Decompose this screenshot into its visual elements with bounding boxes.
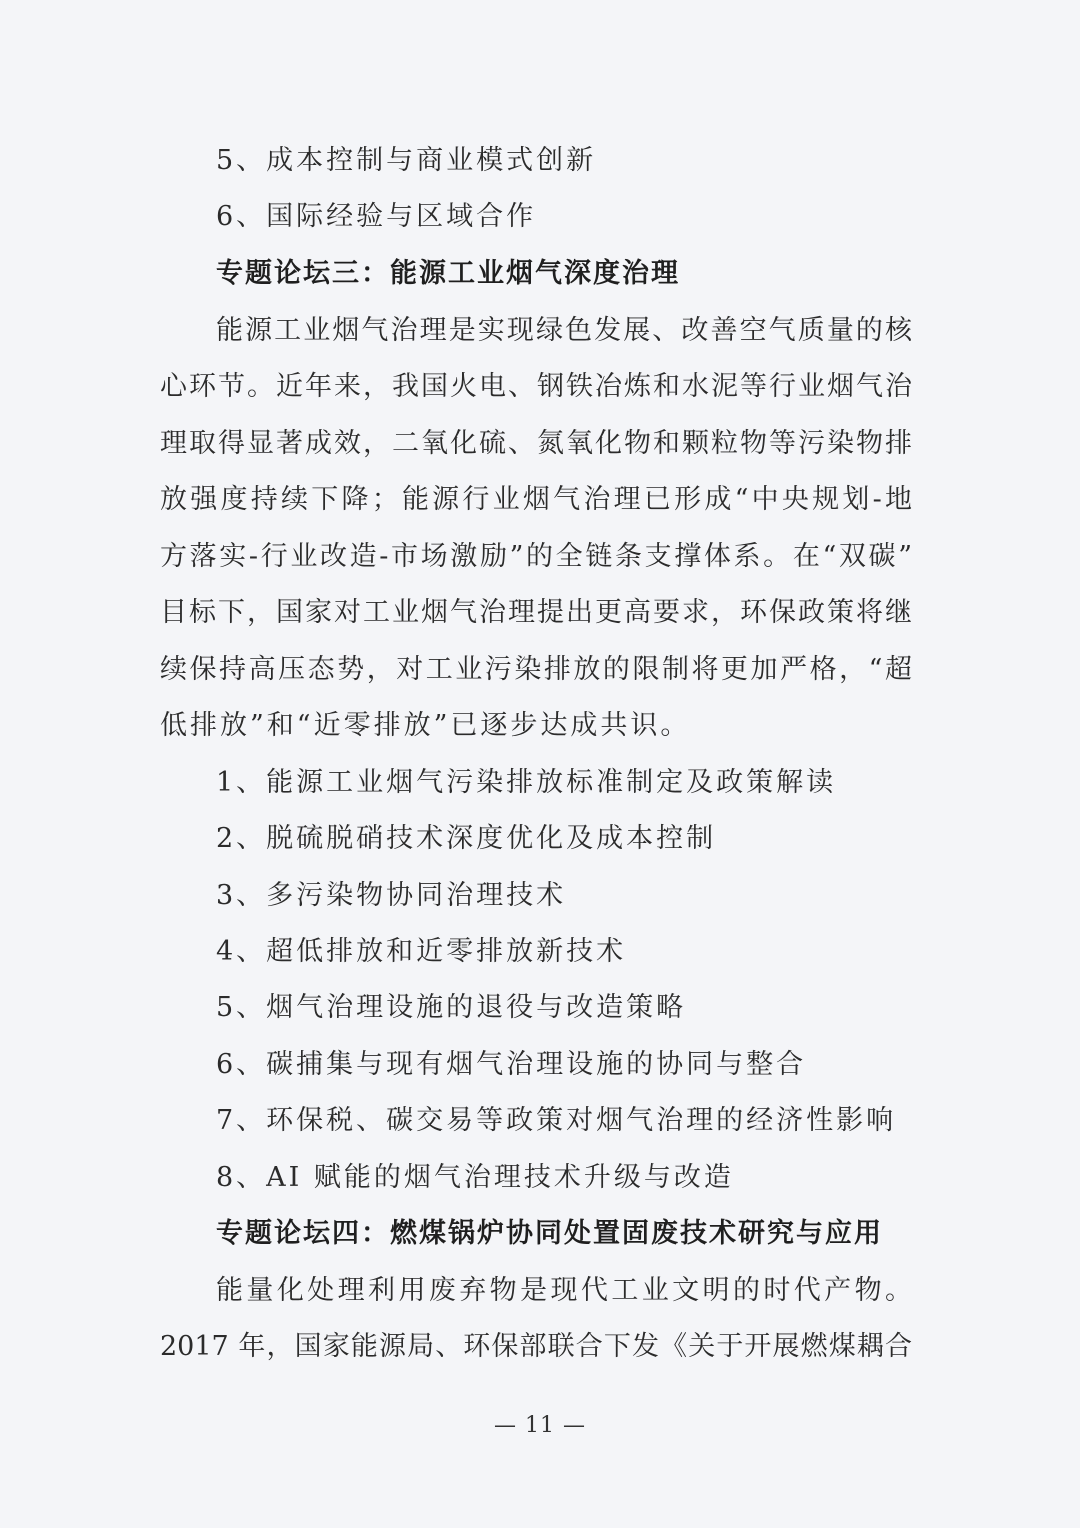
section-heading: 专题论坛三：能源工业烟气深度治理 [216,258,680,289]
paragraph-line: 目标下，国家对工业烟气治理提出更高要求，环保政策将继 [160,597,912,628]
page-number: — 11 — [494,1413,586,1438]
list-item: 1、能源工业烟气污染排放标准制定及政策解读 [216,767,837,798]
list-item: 5、成本控制与商业模式创新 [216,145,597,176]
list-item: 6、碳捕集与现有烟气治理设施的协同与整合 [216,1049,807,1080]
list-item: 5、烟气治理设施的退役与改造策略 [216,992,687,1023]
section-heading: 专题论坛四：燃煤锅炉协同处置固废技术研究与应用 [216,1218,883,1249]
paragraph-line: 能量化处理利用废弃物是现代工业文明的时代产物。 [216,1275,912,1306]
list-item: 2、脱硫脱硝技术深度优化及成本控制 [216,823,717,854]
paragraph-line: 续保持高压态势，对工业污染排放的限制将更加严格，“超 [160,654,912,685]
list-item: 3、多污染物协同治理技术 [216,880,567,911]
list-item: 8、AI 赋能的烟气治理技术升级与改造 [216,1162,734,1193]
list-item: 7、环保税、碳交易等政策对烟气治理的经济性影响 [216,1105,897,1136]
list-item: 6、国际经验与区域合作 [216,201,537,232]
paragraph-line: 心环节。近年来，我国火电、钢铁冶炼和水泥等行业烟气治 [160,371,912,402]
paragraph-line: 能源工业烟气治理是实现绿色发展、改善空气质量的核 [216,315,912,346]
paragraph-line: 方落实-行业改造-市场激励”的全链条支撑体系。在“双碳” [160,541,912,572]
paragraph-line: 放强度持续下降；能源行业烟气治理已形成“中央规划-地 [160,484,912,515]
paragraph-line: 低排放”和“近零排放”已逐步达成共识。 [160,710,691,741]
list-item: 4、超低排放和近零排放新技术 [216,936,627,967]
paragraph-line: 2017 年，国家能源局、环保部联合下发《关于开展燃煤耦合 [160,1331,912,1362]
paragraph-line: 理取得显著成效，二氧化硫、氮氧化物和颗粒物等污染物排 [160,428,912,459]
